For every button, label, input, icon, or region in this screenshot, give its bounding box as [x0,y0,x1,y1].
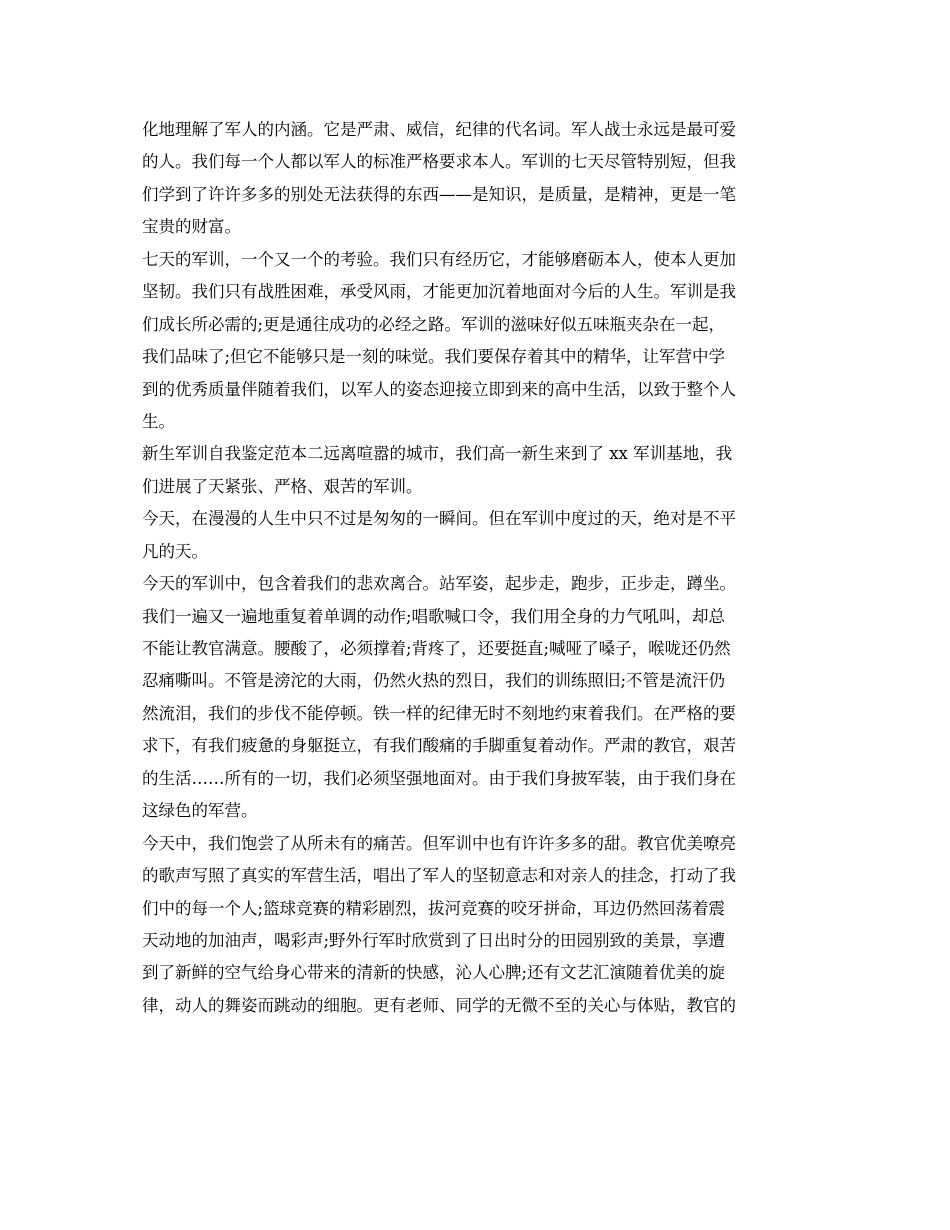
text-line: 求下，有我们疲惫的身躯挺立，有我们酸痛的手脚重复着动作。严肃的教官，艰苦 [142,736,736,756]
text-line: 忍痛嘶叫。不管是滂沱的大雨，仍然火热的烈日，我们的训练照旧;不管是流汗仍 [142,671,726,691]
text-line: 然流泪，我们的步伐不能停顿。铁一样的纪律无时不刻地约束着我们。在严格的要 [142,703,736,723]
text-line: 天动地的加油声，喝彩声;野外行军时欣赏到了日出时分的田园别致的美景，享遭 [142,930,726,950]
text-line: 今天，在漫漫的人生中只不过是匆匆的一瞬间。但在军训中度过的天，绝对是不平 [142,509,736,529]
text-line: 到了新鲜的空气给身心带来的清新的快感，沁人心脾;还有文艺汇演随着优美的旋 [142,963,726,983]
text-line: 到的优秀质量伴随着我们，以军人的姿态迎接立即到来的高中生活，以致于整个人 [142,379,736,399]
document-body [142,114,818,1022]
text-line: 的人。我们每一个人都以军人的标准严格要求本人。军训的七天尽管特别短，但我 [142,152,736,172]
text-line: 生。 [142,411,175,431]
text-line: 这绿色的军营。 [142,801,258,821]
text-line: 不能让教官满意。腰酸了，必须撑着;背疼了，还要挺直;喊哑了嗓子，喉咙还仍然 [142,639,731,658]
text-line: 我们一遍又一遍地重复着单调的动作;唱歌喊口令，我们用全身的力气吼叫，却总 [142,606,726,626]
text-line: 宝贵的财富。 [142,217,241,237]
text-line: 律，动人的舞姿而跳动的细胞。更有老师、同学的无微不至的关心与体贴，教官的 [142,995,736,1015]
text-line: 化地理解了军人的内涵。它是严肃、威信，纪律的代名词。军人战士永远是最可爱 [142,120,736,139]
text-line: 们中的每一个人;篮球竞赛的精彩剧烈，拔河竞赛的咬牙拼命，耳边仍然回荡着震 [142,898,726,918]
text-line: 凡的天。 [142,541,208,561]
text-line: 我们品味了;但它不能够只是一刻的味觉。我们要保存着其中的精华，让军营中学 [142,347,726,367]
text-line: 们学到了许许多多的别处无法获得的东西——是知识，是质量，是精神，更是一笔 [142,184,736,204]
text-line: 的生活……所有的一切，我们必须坚强地面对。由于我们身披军装，由于我们身在 [142,768,736,788]
text-line: 的歌声写照了真实的军营生活，唱出了军人的坚韧意志和对亲人的挂念，打动了我 [142,866,736,886]
text-line: 们进展了天紧张、严格、艰苦的军训。 [142,476,423,496]
text-line: 今天的军训中，包含着我们的悲欢离合。站军姿，起步走，跑步，正步走，蹲坐。 [142,574,736,594]
text-line: 们成长所必需的;更是通往成功的必经之路。军训的滋味好似五味瓶夹杂在一起， [142,314,726,334]
text-line: 新生军训自我鉴定范本二远离喧嚣的城市，我们高一新生来到了 xx 军训基地，我 [142,444,733,464]
text-line: 坚韧。我们只有战胜困难，承受风雨，才能更加沉着地面对今后的人生。军训是我 [142,282,736,302]
text-line: 七天的军训，一个又一个的考验。我们只有经历它，才能够磨砺本人，使本人更加 [142,249,736,269]
text-line: 今天中，我们饱尝了从所未有的痛苦。但军训中也有许许多多的甜。教官优美嘹亮 [142,833,736,853]
